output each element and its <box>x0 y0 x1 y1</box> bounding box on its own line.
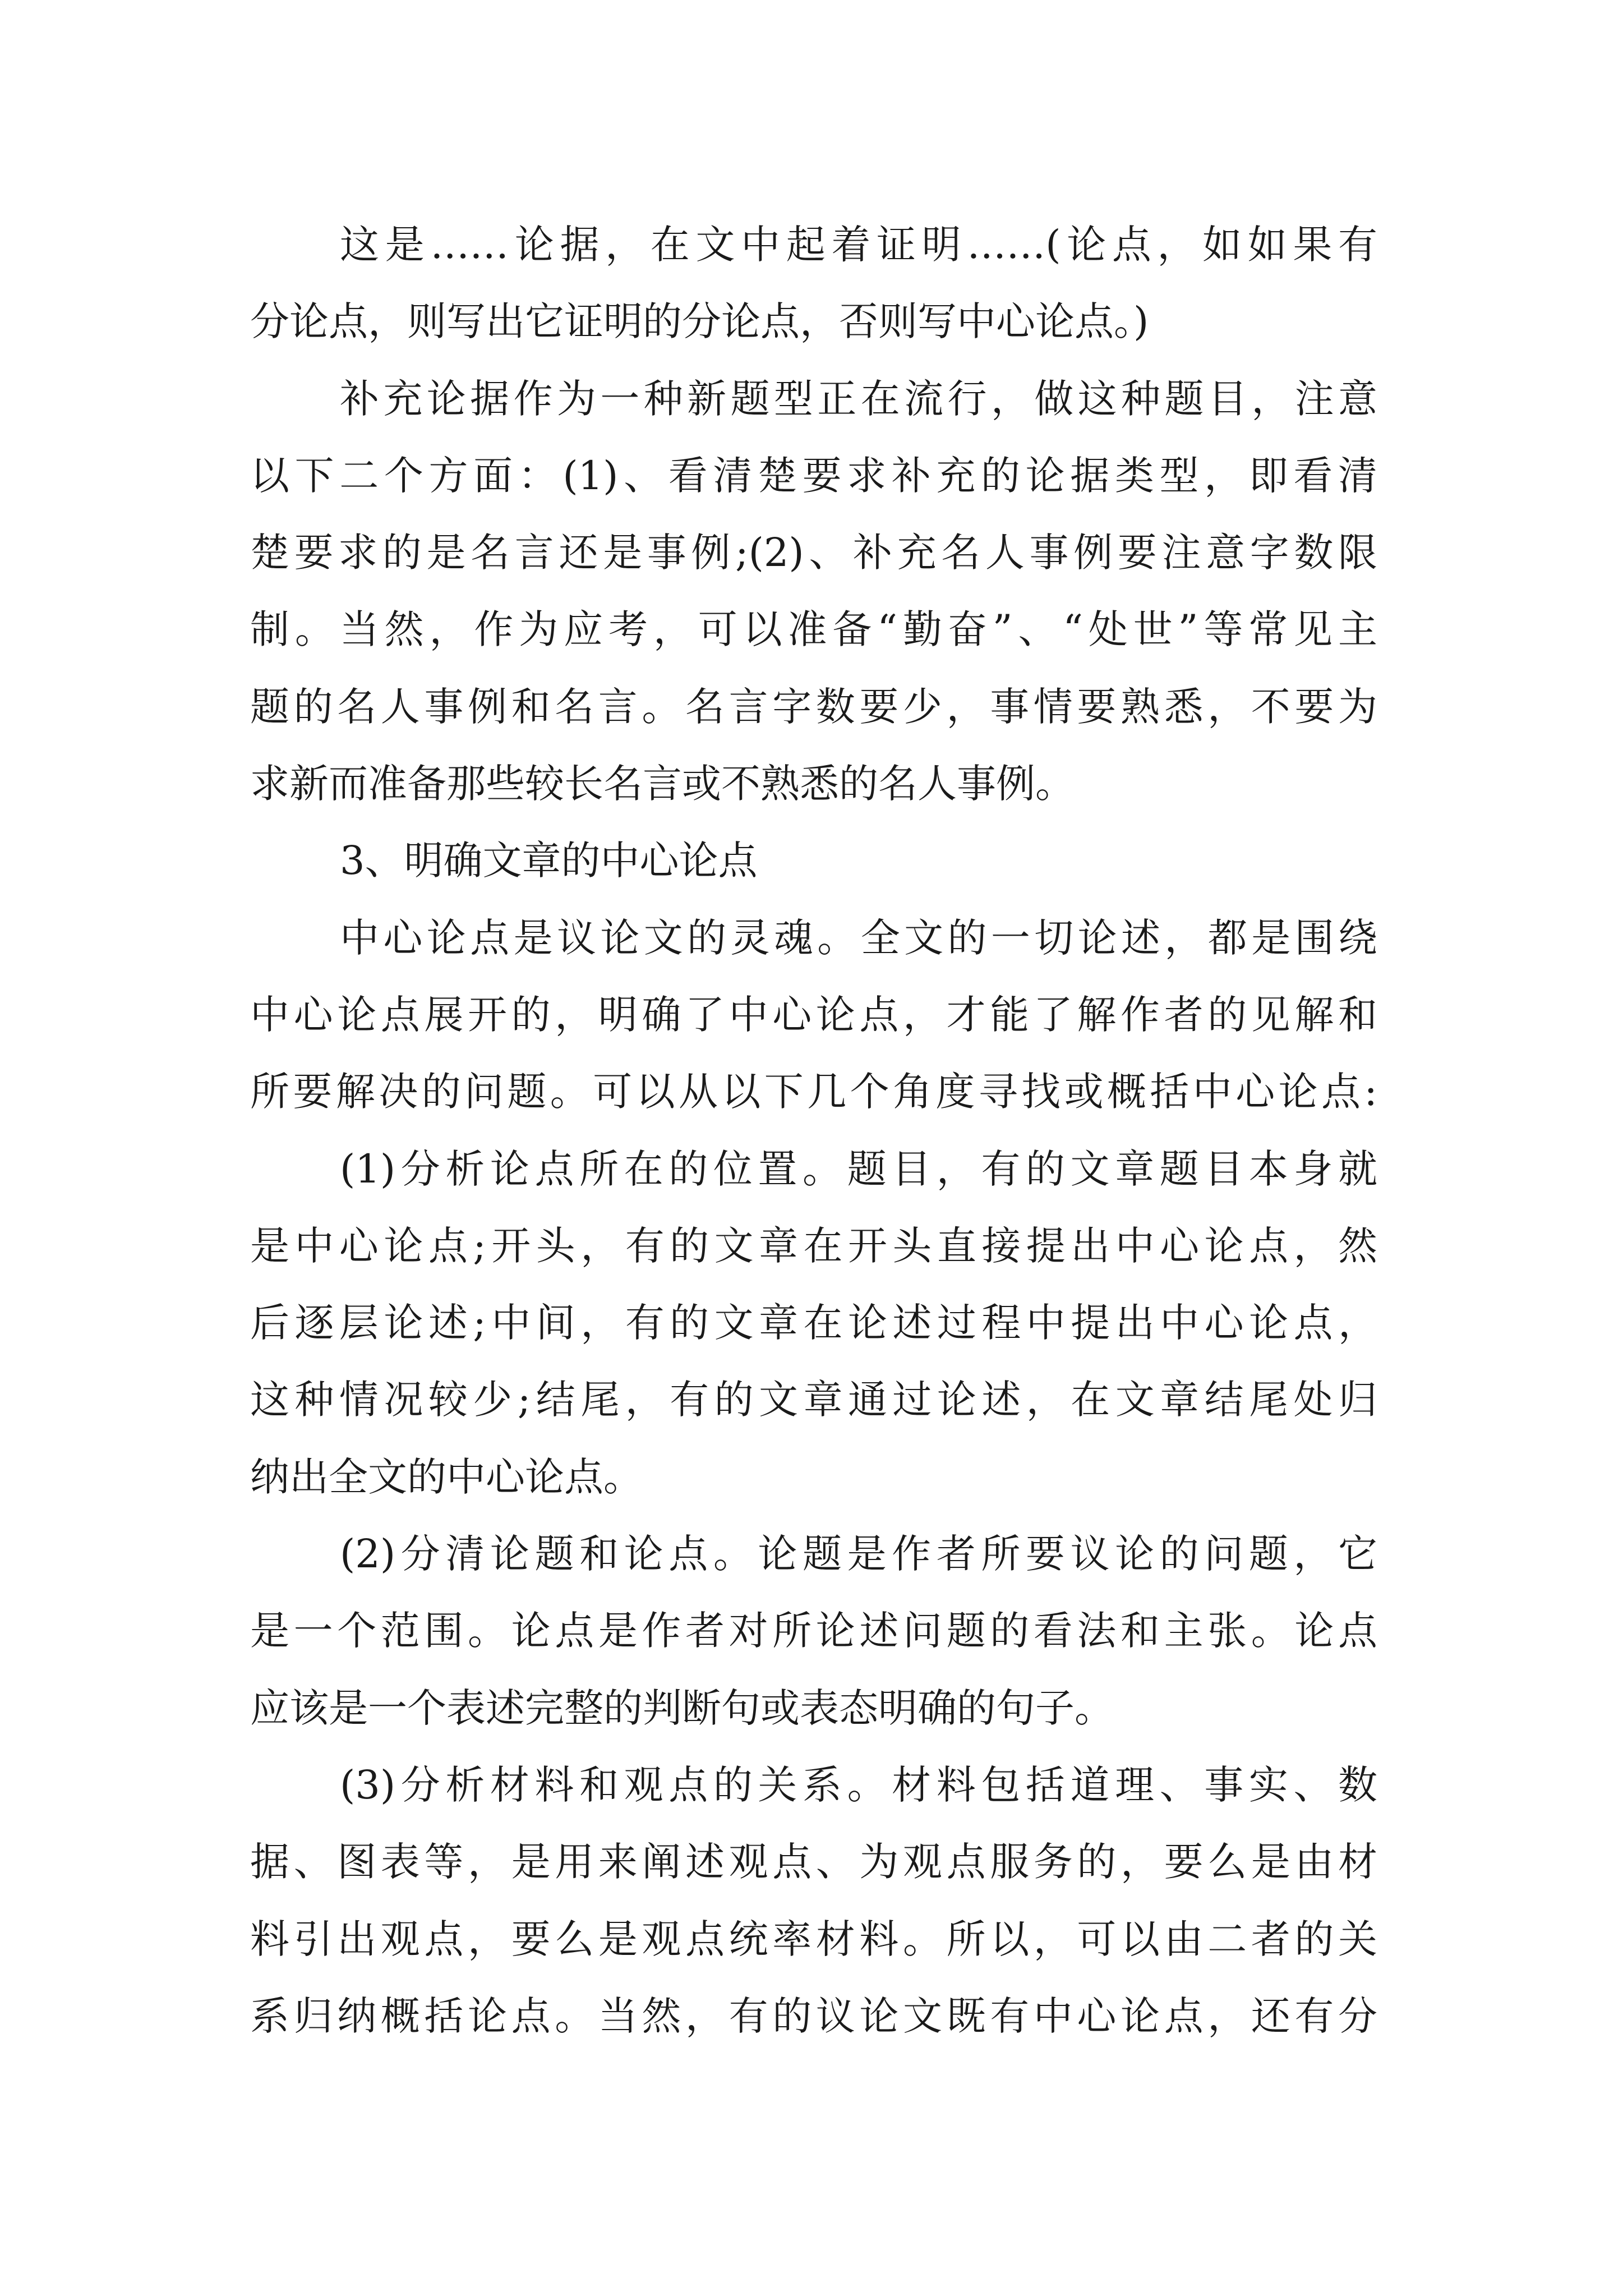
text-line: 应该是一个表述完整的判断句或表态明确的句子。 <box>250 1685 1114 1731</box>
text-line: 制。当然，作为应考，可以准备“勤奋”、“处世”等常见主 <box>250 606 1377 653</box>
text-line: 后逐层论述;中间，有的文章在论述过程中提出中心论点， <box>250 1300 1377 1346</box>
text-line: (2)分清论题和论点。论题是作者所要议论的问题，它 <box>340 1531 1377 1577</box>
text-line: 料引出观点，要么是观点统率材料。所以，可以由二者的关 <box>250 1916 1377 1962</box>
text-line: 系归纳概括论点。当然，有的议论文既有中心论点，还有分 <box>250 1993 1377 2039</box>
text-line: 中心论点是议论文的灵魂。全文的一切论述，都是围绕 <box>340 914 1377 961</box>
text-line: 是一个范围。论点是作者对所论述问题的看法和主张。论点 <box>250 1608 1377 1654</box>
text-line: 题的名人事例和名言。名言字数要少，事情要熟悉，不要为 <box>250 683 1377 730</box>
text-line: 所要解决的问题。可以从以下几个角度寻找或概括中心论点: <box>250 1069 1377 1115</box>
text-line: 据、图表等，是用来阐述观点、为观点服务的，要么是由材 <box>250 1839 1377 1885</box>
text-line: 是中心论点;开头，有的文章在开头直接提出中心论点，然 <box>250 1222 1377 1269</box>
text-line: 中心论点展开的，明确了中心论点，才能了解作者的见解和 <box>250 991 1377 1038</box>
text-line: 以下二个方面：(1)、看清楚要求补充的论据类型，即看清 <box>250 452 1377 499</box>
text-line: (1)分析论点所在的位置。题目，有的文章题目本身就 <box>340 1145 1377 1192</box>
text-line: 补充论据作为一种新题型正在流行，做这种题目，注意 <box>340 375 1377 422</box>
text-line: 纳出全文的中心论点。 <box>250 1453 643 1500</box>
text-line: 这种情况较少;结尾，有的文章通过论述，在文章结尾处归 <box>250 1377 1377 1423</box>
document-body <box>250 206 1377 2055</box>
text-line: 分论点，则写出它证明的分论点，否则写中心论点。) <box>250 298 1149 345</box>
section-heading: 3、明确文章的中心论点 <box>340 838 758 884</box>
text-line: 楚要求的是名言还是事例;(2)、补充名人事例要注意字数限 <box>250 530 1377 576</box>
text-line: (3)分析材料和观点的关系。材料包括道理、事实、数 <box>340 1761 1377 1808</box>
text-line: 这是……论据，在文中起着证明……(论点，如如果有 <box>340 222 1377 268</box>
text-line: 求新而准备那些较长名言或不熟悉的名人事例。 <box>250 761 1075 807</box>
